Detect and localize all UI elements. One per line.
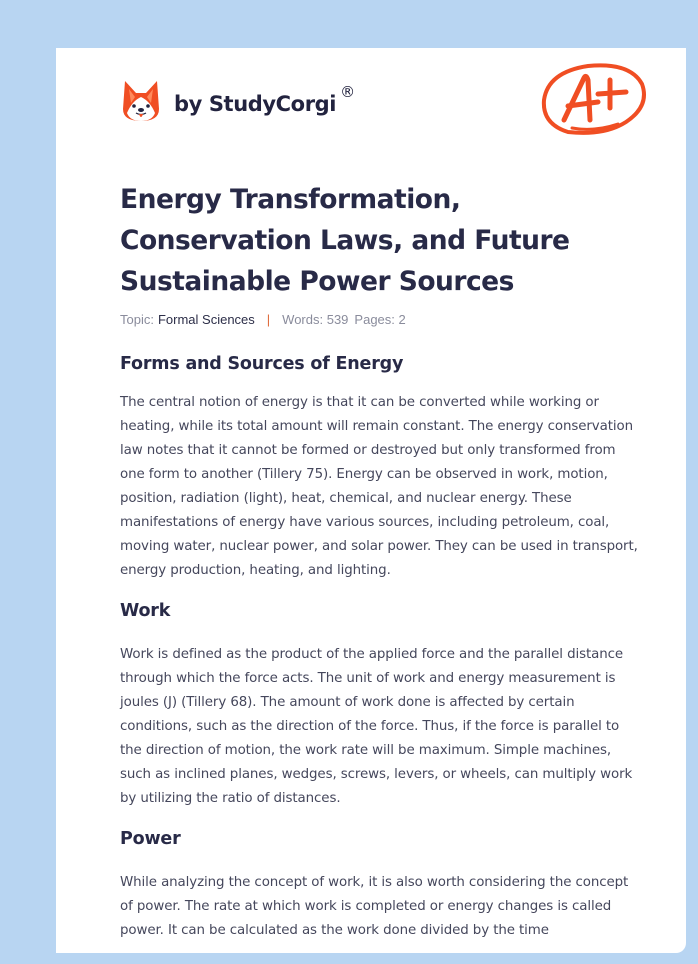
section-heading: Forms and Sources of Energy <box>120 354 404 374</box>
topic-link[interactable]: Formal Sciences <box>157 312 255 327</box>
section-heading: Work <box>120 601 171 621</box>
article-card <box>56 48 686 953</box>
section-body: The central notion of energy is that it can be converted while working or heating, while its total amount will remain constant. The energy conservation law notes that it cannot be formed or destroyed but only transformed from one form to another (Tillery 75). Energy can be observed in work, motion, position, radiation (light), heat, chemical, and nuclear energy. These manifestations of energy have various sources, including petroleum, coal, moving water, nuclear power, and solar power. They can be used in transport, energy production, heating, and lighting. <box>120 395 638 578</box>
word-count: Words: 539 <box>282 312 349 327</box>
studycorgi-logo[interactable] <box>122 76 355 126</box>
a-plus-grade-icon <box>538 58 650 147</box>
section-body: Work is defined as the product of the applied force and the parallel distance through which the force acts. The unit of work and energy measurement is joules (J) (Tillery 68). The amount of work done is affected by certain conditions, such as the direction of the force. Thus, if the force is parallel to the direction of motion, the work rate will be maximum. Simple machines, such as inclined planes, wedges, screws, levers, or wheels, can multiply work by utilizing the ratio of distances. <box>120 647 633 806</box>
meta-separator: | <box>266 312 271 327</box>
corgi-logo-icon <box>122 79 160 123</box>
brand-name: by StudyCorgi <box>174 92 337 116</box>
page-count: Pages: 2 <box>354 312 406 327</box>
article-meta <box>120 312 406 327</box>
section-body: While analyzing the concept of work, it is also worth considering the concept of power. The rate at which work is completed or energy changes is called power. It can be calculated as the work done divided by the time <box>120 875 629 938</box>
article-title: Energy Transformation, Conservation Laws, and Future Sustainable Power Sources <box>120 184 570 297</box>
section-heading: Power <box>120 829 181 849</box>
topic-label: Topic: <box>120 312 154 327</box>
registered-mark: ® <box>340 83 356 101</box>
